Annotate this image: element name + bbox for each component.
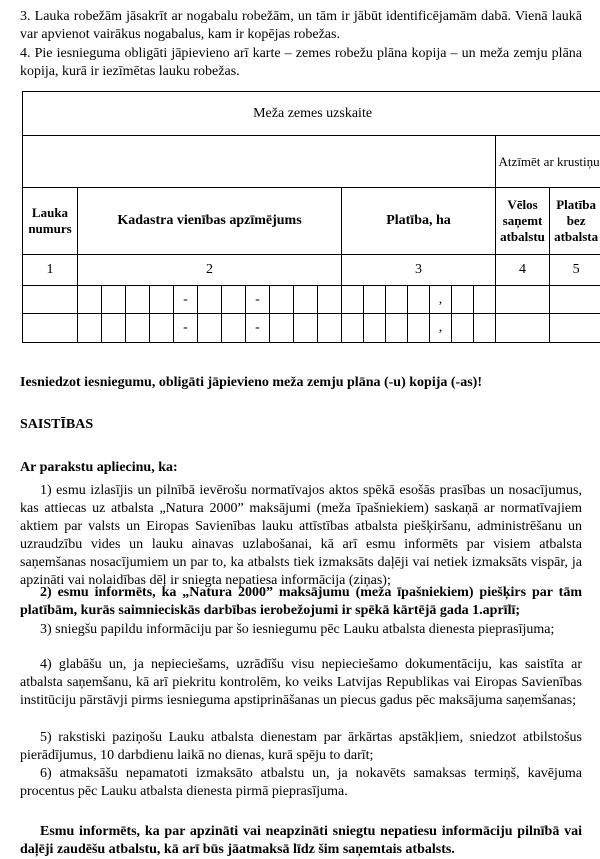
item-3: 3. Lauka robežām jāsakrīt ar nogabalu robežām, un tām ir jābūt identificējamām dabā. Vienā laukā var apvienot vairākus nogabalus, kam ir kopējas robežas. <box>20 8 582 44</box>
table-title: Meža zemes uzskaite <box>23 92 600 136</box>
col-header-cadastre: Kadastra vienības apzīmējums <box>78 188 342 255</box>
cadastre-digit[interactable] <box>150 286 174 314</box>
cadastre-digit[interactable] <box>198 314 222 343</box>
table-blank-header <box>23 136 496 188</box>
area-digit[interactable] <box>342 314 364 343</box>
col-number-2: 2 <box>78 255 342 286</box>
cadastre-digit[interactable] <box>150 314 174 343</box>
area-decimal-separator: , <box>430 314 452 343</box>
obligation-2: 2) esmu informēts, ka „Natura 2000” maksājumu (meža īpašniekiem) piešķirs par tām platībām, kurās saimnieciskās darbības ierobežojumi ir spēkā kārtējā gada 1.aprīlī; <box>20 584 582 620</box>
cadastre-digit[interactable] <box>102 314 126 343</box>
area-digit[interactable] <box>364 314 386 343</box>
cadastre-separator: - <box>174 286 198 314</box>
area-digit[interactable] <box>452 286 474 314</box>
cadastre-digit[interactable] <box>78 314 102 343</box>
area-without-support-checkbox[interactable] <box>550 286 600 314</box>
cadastre-digit[interactable] <box>198 286 222 314</box>
table-row <box>23 286 600 314</box>
area-digit[interactable] <box>386 314 408 343</box>
cadastre-digit[interactable] <box>222 286 246 314</box>
area-digit[interactable] <box>408 286 430 314</box>
area-decimal-separator: , <box>430 286 452 314</box>
section-title: SAISTĪBAS <box>20 416 582 434</box>
col-header-want-support: Vēlos saņemt atbalstu <box>496 188 550 255</box>
cadastre-digit[interactable] <box>294 286 318 314</box>
area-digit[interactable] <box>364 286 386 314</box>
obligation-3: 3) sniegšu papildu informāciju par šo iesniegumu pēc Lauku atbalsta dienesta pieprasījuma; <box>20 621 582 639</box>
obligation-5: 5) rakstiski paziņošu Lauku atbalsta dienestam par ārkārtas apstākļiem, sniedzot atbilstošus pierādījumus, 10 darbdienu laikā no dienas, kurā spēju to darīt; <box>20 729 582 765</box>
mark-header: Atzīmēt ar krustiņu <box>496 136 600 188</box>
obligation-1: 1) esmu izlasījis un pilnībā ievērošu normatīvajos aktos spēkā esošās prasības un nosacījumus, kas attiecas uz atbalsta „Natura 2000” maksājumi (meža īpašniekiem) saskaņā ar normatīvajiem aktiem par valsts un Eiropas Savienības lauku attīstības atbalsta piešķiršanu, administrēšanu un uzraudzību vides un lauku ainavas uzlabošanai, kā arī esmu informēts par visiem atbalsta saņemšanas nosacījumiem un par to, ka atbalsts tiek izmaksāts daļēji vai netiek izmaksāts vispār, ja apzināti vai nolaidības dēļ ir sniegta nepatiesa informācija (ziņas); <box>20 482 582 590</box>
table-row <box>23 314 600 343</box>
col-header-field-number: Lauka numurs <box>23 188 78 255</box>
col-number-3: 3 <box>342 255 496 286</box>
field-number-cell[interactable] <box>23 286 78 314</box>
area-digit[interactable] <box>342 286 364 314</box>
area-digit[interactable] <box>474 286 496 314</box>
cadastre-digit[interactable] <box>78 286 102 314</box>
cadastre-digit[interactable] <box>270 314 294 343</box>
cadastre-digit[interactable] <box>270 286 294 314</box>
forest-land-table <box>22 91 600 343</box>
col-number-5: 5 <box>550 255 600 286</box>
want-support-checkbox[interactable] <box>496 286 550 314</box>
cadastre-digit[interactable] <box>294 314 318 343</box>
area-digit[interactable] <box>452 314 474 343</box>
area-digit[interactable] <box>408 314 430 343</box>
cadastre-digit[interactable] <box>126 314 150 343</box>
cadastre-digit[interactable] <box>126 286 150 314</box>
item-4: 4. Pie iesnieguma obligāti jāpievieno arī karte – zemes robežu plāna kopija – un meža zemju plāna kopija, kurā ir iezīmētas lauku robežas. <box>20 45 582 81</box>
area-digit[interactable] <box>474 314 496 343</box>
cadastre-digit[interactable] <box>318 314 342 343</box>
final-notice: Esmu informēts, ka par apzināti vai neapzināti sniegtu nepatiesu informāciju pilnībā vai daļēji zaudēšu atbalstu, kā arī būs jāatmaksā līdz šim saņemtais atbalsts. <box>20 823 582 859</box>
cadastre-digit[interactable] <box>318 286 342 314</box>
cadastre-separator: - <box>246 286 270 314</box>
col-header-area-without-support: Platība bez atbalsta <box>550 188 600 255</box>
attachment-notice: Iesniedzot iesniegumu, obligāti jāpievieno meža zemju plāna (-u) kopija (-as)! <box>20 374 582 392</box>
obligation-4: 4) glabāšu un, ja nepieciešams, uzrādīšu visu nepieciešamo dokumentāciju, kas saistīta ar atbalsta saņemšanu, kā arī piekritu kontrolēm, ko veiks Latvijas Republikas vai Eiropas Savienības institūciju pārstāvji pirms iesnieguma apstiprināšanas un piecus gadus pēc maksājuma saņemšanas; <box>20 656 582 710</box>
area-digit[interactable] <box>386 286 408 314</box>
confirm-intro: Ar parakstu apliecinu, ka: <box>20 459 582 477</box>
cadastre-digit[interactable] <box>102 286 126 314</box>
col-header-area: Platība, ha <box>342 188 496 255</box>
obligation-6: 6) atmaksāšu nepamatoti izmaksāto atbalstu un, ja nokavēts samaksas termiņš, kavējuma procentus pēc Lauku atbalsta dienesta pirmā pieprasījuma. <box>20 765 582 801</box>
want-support-checkbox[interactable] <box>496 314 550 343</box>
area-without-support-checkbox[interactable] <box>550 314 600 343</box>
col-number-1: 1 <box>23 255 78 286</box>
cadastre-digit[interactable] <box>222 314 246 343</box>
field-number-cell[interactable] <box>23 314 78 343</box>
cadastre-separator: - <box>174 314 198 343</box>
cadastre-separator: - <box>246 314 270 343</box>
col-number-4: 4 <box>496 255 550 286</box>
